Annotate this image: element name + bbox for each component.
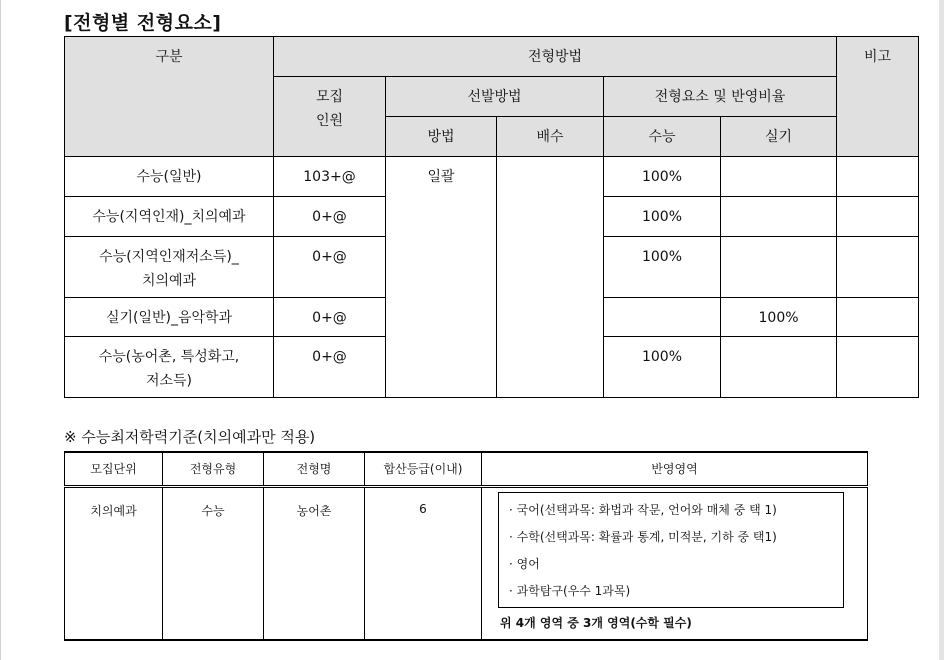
cell-grade: 6 [365,486,482,640]
table-row [65,486,868,640]
row-count: 0+@ [274,337,386,398]
row-practical [721,197,837,237]
header-practical: 실기 [721,117,837,157]
row-count: 0+@ [274,237,386,298]
table-row [65,157,919,197]
row-name: 수능(지역인재)_치의예과 [65,197,274,237]
row-remarks [837,197,919,237]
minimum-standard-note: ※ 수능최저학력기준(치의예과만 적용) [64,428,316,446]
row-count: 0+@ [274,197,386,237]
row-practical [721,157,837,197]
row-name-line2: 저소득) [145,373,193,389]
minimum-standard-table [64,451,868,641]
header-grade: 합산등급(이내) [365,452,482,486]
header-how: 방법 [386,117,497,157]
section-title: [전형별 전형요소] [64,12,222,34]
subject-korean: · 국어(선택과목: 화법과 작문, 언어와 매체 중 택 1) [509,502,777,517]
header-recruit-count [274,77,386,157]
row-count: 0+@ [274,298,386,337]
row-method: 일괄 [386,157,497,398]
header-multiple: 배수 [497,117,604,157]
header-recruit-line2: 인원 [315,113,344,129]
header-selection-method: 선발방법 [386,77,604,117]
cell-name: 농어촌 [264,486,365,640]
row-remarks [837,298,919,337]
page-edge-left [0,0,1,660]
area-requirement-note: 위 4개 영역 중 3개 영역(수학 필수) [500,615,692,630]
cell-type: 수능 [163,486,264,640]
row-csat: 100% [604,237,721,298]
row-practical: 100% [721,298,837,337]
subject-math: · 수학(선택과목: 확률과 통계, 미적분, 기하 중 택1) [509,529,777,544]
subject-list-box [498,492,844,608]
row-csat: 100% [604,337,721,398]
row-name: 수능(일반) [65,157,274,197]
row-name [65,337,274,398]
row-remarks [837,337,919,398]
header-type: 전형유형 [163,452,264,486]
row-csat: 100% [604,157,721,197]
row-remarks [837,237,919,298]
row-name [65,237,274,298]
cell-unit: 치의예과 [65,486,163,640]
row-practical [721,237,837,298]
row-csat [604,298,721,337]
header-areas: 반영영역 [482,452,868,486]
subject-english: · 영어 [509,556,540,571]
row-multiple [497,157,604,398]
header-remarks: 비고 [837,37,919,157]
row-remarks [837,157,919,197]
row-count: 103+@ [274,157,386,197]
header-method: 전형방법 [274,37,837,77]
row-name: 실기(일반)_음악학과 [65,298,274,337]
row-name-line1: 수능(농어촌, 특성화고, [98,349,240,365]
header-unit: 모집단위 [65,452,163,486]
row-name-line1: 수능(지역인재저소득)_ [99,249,239,265]
header-elements-ratio: 전형요소 및 반영비율 [604,77,837,117]
header-csat: 수능 [604,117,721,157]
header-division: 구분 [65,37,274,157]
header-name: 전형명 [264,452,365,486]
page-edge-right [939,0,944,660]
header-recruit-line1: 모집 [315,89,344,105]
row-csat: 100% [604,197,721,237]
row-name-line2: 치의예과 [141,273,197,289]
subject-science: · 과학탐구(우수 1과목) [509,583,631,598]
row-practical [721,337,837,398]
admission-elements-table [64,36,919,398]
cell-areas [482,486,868,640]
